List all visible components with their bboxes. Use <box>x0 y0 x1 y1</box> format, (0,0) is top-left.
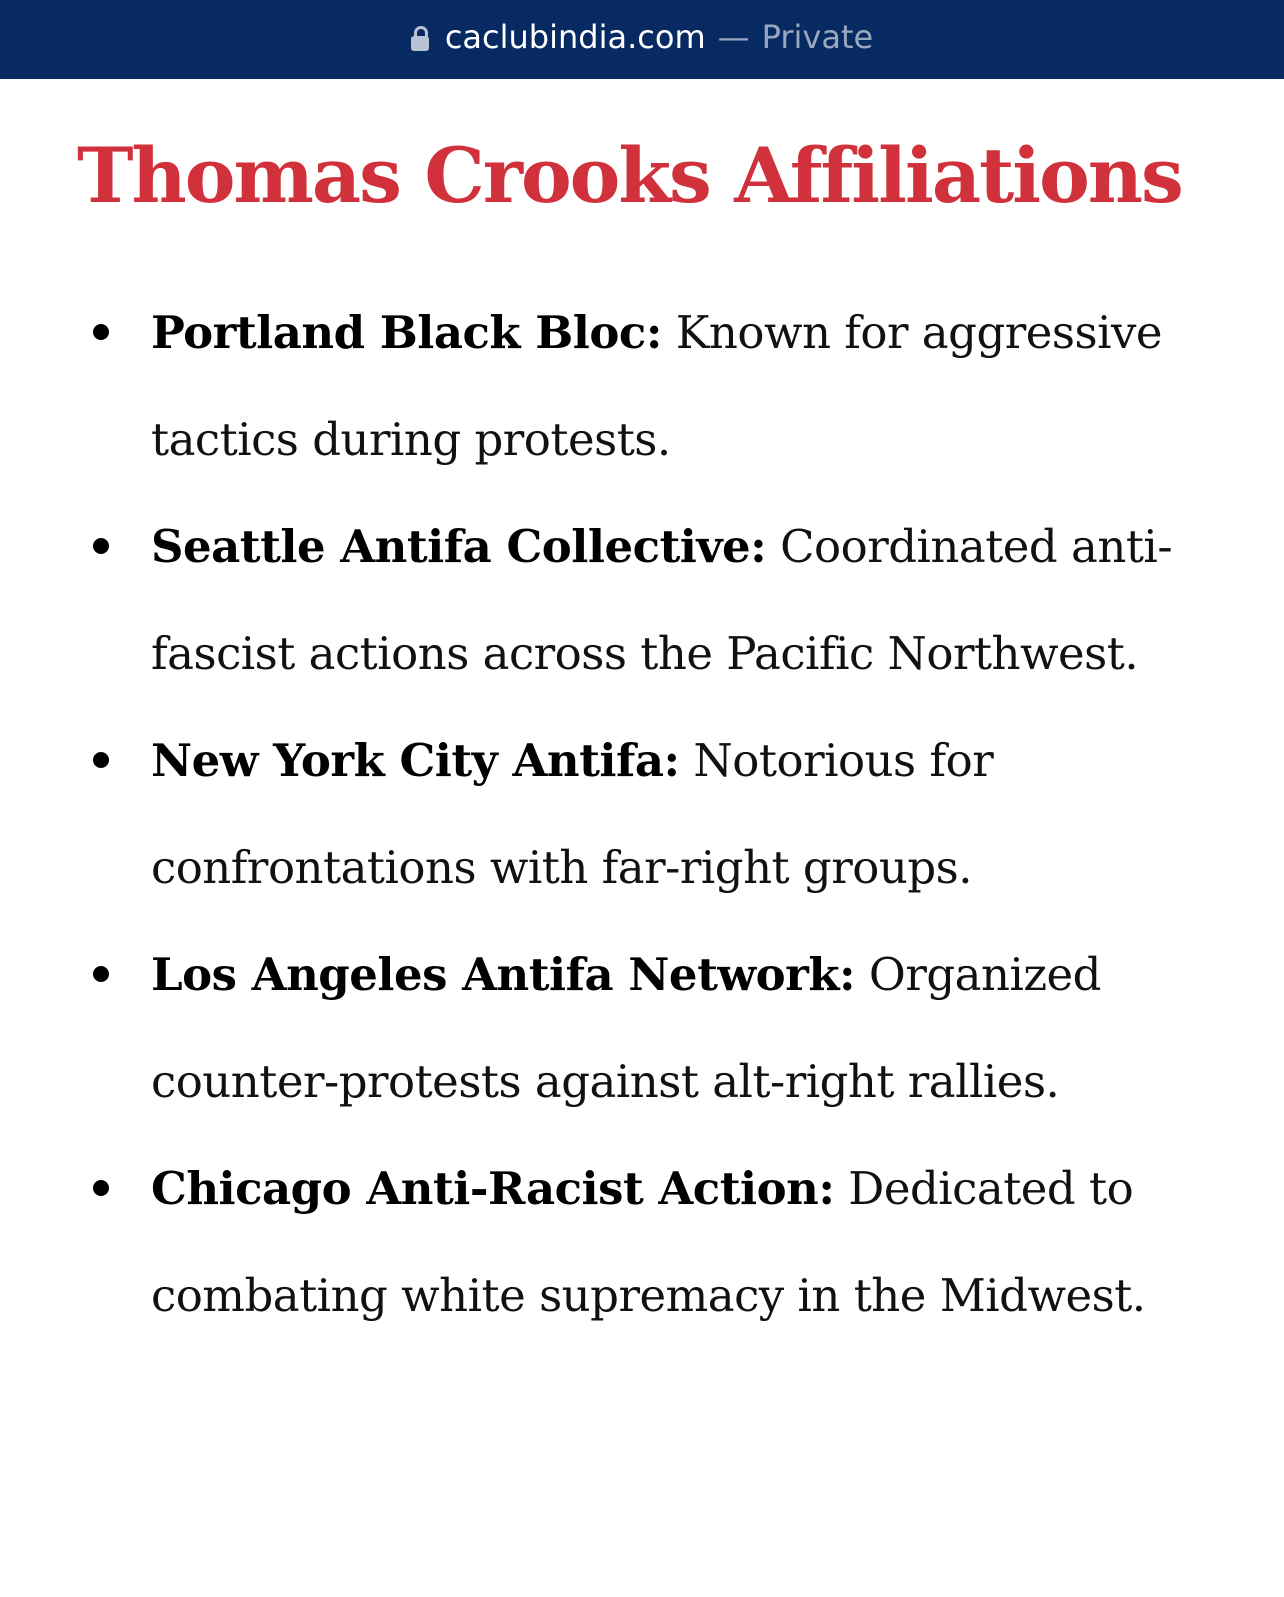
list-item <box>0 493 1284 707</box>
affiliation-description: Notorious for confrontations with far-right groups. <box>151 734 994 894</box>
bullet-icon <box>93 324 109 340</box>
list-item <box>0 279 1284 493</box>
bullet-icon <box>93 752 109 768</box>
lock-icon <box>411 26 429 52</box>
affiliation-name: Portland Black Bloc: <box>151 306 662 359</box>
bullet-icon <box>93 966 109 982</box>
list-item <box>0 707 1284 921</box>
affiliation-name: New York City Antifa: <box>151 734 680 787</box>
affiliation-description: Coordinated anti-fascist actions across the Pacific Northwest. <box>151 520 1173 680</box>
list-item <box>0 1135 1284 1349</box>
url-separator: — <box>717 17 750 56</box>
url-domain: caclubindia.com <box>444 17 706 56</box>
page-title: Thomas Crooks Affiliations <box>77 131 1182 220</box>
private-mode-label: Private <box>761 17 874 56</box>
affiliation-name: Seattle Antifa Collective: <box>151 520 767 573</box>
affiliation-description: Known for aggressive tactics during protests. <box>151 306 1163 466</box>
browser-url-bar[interactable] <box>0 0 1284 79</box>
affiliation-description: Dedicated to combating white supremacy in the Midwest. <box>151 1162 1146 1322</box>
affiliations-list <box>0 279 1284 1349</box>
affiliation-name: Los Angeles Antifa Network: <box>151 948 856 1001</box>
page-content <box>0 79 1284 1597</box>
affiliation-description: Organized counter-protests against alt-right rallies. <box>151 948 1101 1108</box>
bullet-icon <box>93 538 109 554</box>
list-item <box>0 921 1284 1135</box>
bullet-icon <box>93 1180 109 1196</box>
affiliation-name: Chicago Anti-Racist Action: <box>151 1162 835 1215</box>
